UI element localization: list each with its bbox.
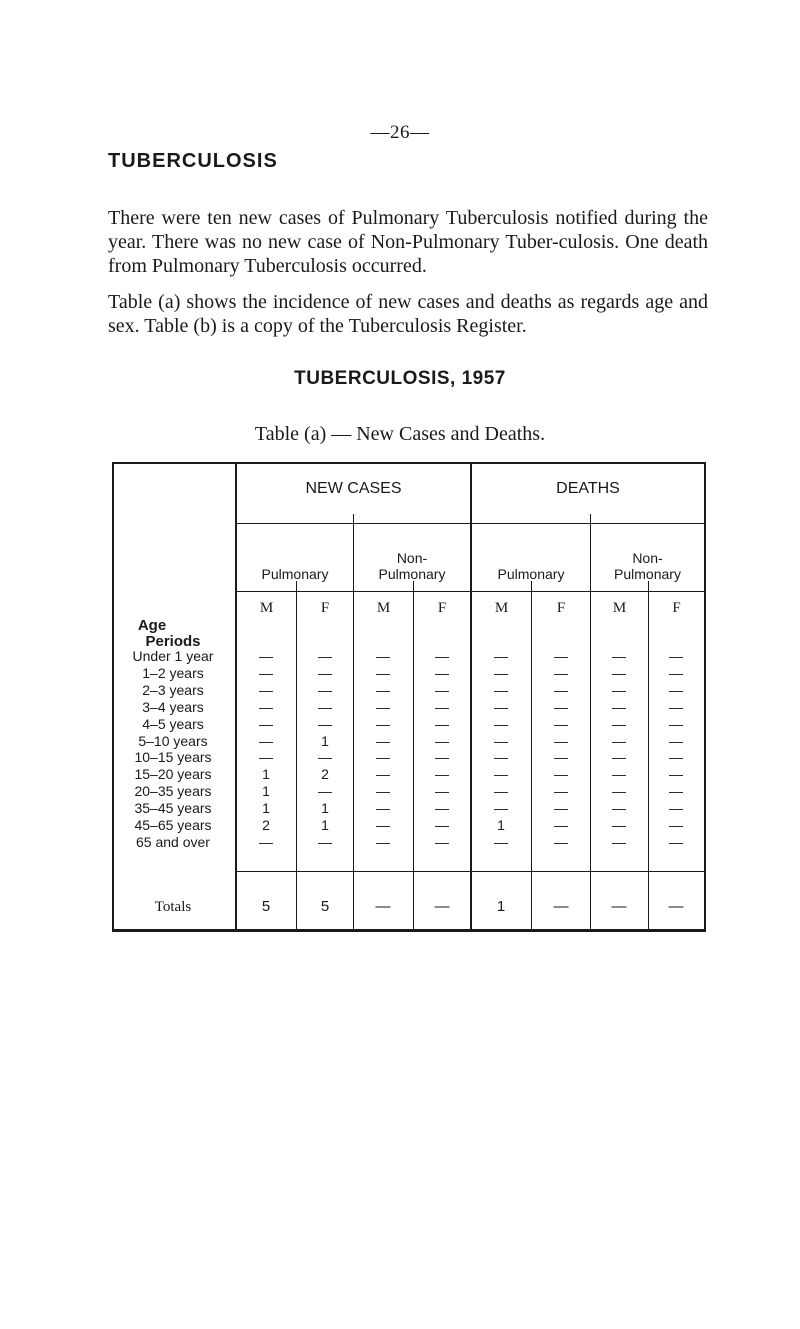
table-cell: —	[435, 648, 449, 664]
table-cell: —	[554, 766, 568, 783]
row-label: 1–2 years	[142, 664, 204, 681]
table-cell: —	[669, 766, 683, 783]
table-heading: TUBERCULOSIS, 1957	[294, 368, 506, 389]
table-cell: —	[435, 715, 449, 732]
row-label: 3–4 years	[142, 698, 204, 715]
table-caption: Table (a) — New Cases and Deaths.	[254, 423, 546, 445]
table-cell: —	[669, 648, 683, 664]
table-cell: —	[554, 715, 568, 732]
table-cell: —	[376, 732, 390, 749]
row-header-age: Age	[137, 617, 167, 634]
table-border-right	[704, 462, 706, 932]
row-label: 35–45 years	[134, 800, 212, 817]
row-label: 10–15 years	[134, 749, 212, 766]
table-cell: —	[612, 698, 626, 715]
table-cell: —	[435, 749, 449, 766]
intro-paragraph: There were ten new cases of Pulmonary Tuberculosis notified during the year. There was no new case of Non-Pulmonary Tuber-culosis. One death from Pulmonary Tuberculosis occurred.	[108, 207, 708, 277]
table-border-bottom	[112, 929, 706, 932]
table-cell: —	[259, 664, 273, 681]
header-death-non-pulmonary: Non- Pulmonary	[614, 550, 681, 582]
table-cell: —	[376, 833, 390, 850]
table-cell: —	[259, 732, 273, 749]
table-cell: —	[669, 833, 683, 850]
table-cell: —	[554, 664, 568, 681]
table-cell: —	[612, 681, 626, 698]
table-cell: —	[612, 817, 626, 833]
totals-cell: —	[553, 898, 569, 915]
table-cell: —	[259, 749, 273, 766]
table-cell: —	[259, 698, 273, 715]
header-sex-f-3: F	[556, 600, 566, 616]
row-header-periods: Periods	[145, 633, 201, 650]
table-cell: —	[612, 715, 626, 732]
divider-totals	[237, 871, 704, 872]
table-cell: —	[435, 783, 449, 800]
table-cell: —	[318, 698, 332, 715]
table-cell: —	[376, 715, 390, 732]
table-cell: —	[318, 681, 332, 698]
table-cell: —	[554, 732, 568, 749]
table-cell: —	[494, 783, 508, 800]
table-cell: —	[435, 732, 449, 749]
table-cell: —	[376, 817, 390, 833]
totals-label: Totals	[154, 899, 192, 915]
table-cell: —	[554, 749, 568, 766]
table-cell: —	[376, 800, 390, 817]
table-cell: —	[669, 681, 683, 698]
totals-cell: —	[434, 898, 450, 915]
table-cell: —	[612, 800, 626, 817]
table-cell: —	[554, 648, 568, 664]
table-cell: —	[435, 817, 449, 833]
table-cell: —	[494, 648, 508, 664]
table-description-paragraph: Table (a) shows the incidence of new cases and deaths as regards age and sex. Table (b) is a copy of the Tuberculosis Register.	[108, 291, 708, 337]
table-cell: —	[669, 698, 683, 715]
divider-rowheader	[235, 462, 237, 932]
table-cell: —	[554, 698, 568, 715]
table-cell: —	[494, 833, 508, 850]
table-cell: —	[494, 698, 508, 715]
table-cell: 2	[262, 817, 270, 833]
row-label: 15–20 years	[134, 766, 212, 783]
table-cell: —	[259, 681, 273, 698]
totals-cell: 5	[261, 898, 271, 915]
table-cell: 1	[262, 800, 270, 817]
header-deaths: DEATHS	[556, 480, 620, 497]
table-cell: —	[435, 681, 449, 698]
table-cell: —	[612, 766, 626, 783]
table-cell: —	[435, 698, 449, 715]
totals-cell: 1	[496, 898, 506, 915]
table-cell: —	[554, 833, 568, 850]
table-cell: 1	[497, 817, 505, 833]
header-sex-m-3: M	[494, 600, 509, 616]
table-cell: —	[669, 817, 683, 833]
header-sex-f-4: F	[672, 600, 681, 616]
table-cell: —	[318, 715, 332, 732]
table-cell: —	[494, 664, 508, 681]
divider-group-header	[237, 523, 704, 524]
table-cell: —	[494, 715, 508, 732]
divider-cases-deaths	[470, 462, 472, 932]
table-cell: —	[376, 783, 390, 800]
divider-mf-3	[531, 581, 532, 932]
table-cell: —	[669, 800, 683, 817]
table-cell: —	[376, 664, 390, 681]
table-cell: —	[376, 766, 390, 783]
table-cell: —	[318, 664, 332, 681]
page-number: —26—	[370, 122, 430, 143]
header-sex-f-1: F	[320, 600, 330, 616]
totals-cell: —	[668, 898, 684, 915]
table-cell: 1	[321, 732, 329, 749]
table-cell: —	[376, 681, 390, 698]
table-cell: —	[376, 648, 390, 664]
table-cell: 1	[262, 766, 270, 783]
table-cell: —	[494, 732, 508, 749]
table-cell: —	[259, 715, 273, 732]
table-cell: —	[494, 681, 508, 698]
table-cell: —	[376, 749, 390, 766]
row-label: Under 1 year	[132, 648, 214, 664]
table-cell: —	[612, 749, 626, 766]
section-heading: TUBERCULOSIS	[108, 150, 278, 172]
table-border-top	[112, 462, 706, 464]
table-cell: —	[435, 833, 449, 850]
table-cell: —	[612, 732, 626, 749]
table-cell: —	[494, 766, 508, 783]
table-cell: —	[259, 648, 273, 664]
table-cell: —	[669, 749, 683, 766]
row-label: 65 and over	[136, 833, 210, 850]
row-label: 45–65 years	[134, 817, 212, 833]
header-sex-m-2: M	[376, 600, 391, 616]
table-cell: —	[612, 783, 626, 800]
header-death-pulmonary: Pulmonary	[497, 566, 565, 582]
header-new-cases: NEW CASES	[305, 480, 402, 497]
table-cell: —	[669, 715, 683, 732]
table-cell: —	[318, 648, 332, 664]
row-label: 20–35 years	[134, 783, 212, 800]
table-cell: —	[494, 749, 508, 766]
table-cell: —	[435, 766, 449, 783]
header-new-non-pulmonary: Non- Pulmonary	[378, 550, 446, 582]
table-cell: —	[612, 833, 626, 850]
table-cell: —	[494, 800, 508, 817]
table-cell: —	[612, 664, 626, 681]
totals-cell: 5	[320, 898, 330, 915]
header-sex-m-1: M	[259, 600, 274, 616]
header-new-pulmonary: Pulmonary	[261, 566, 329, 582]
table-cell: —	[554, 800, 568, 817]
header-sex-f-2: F	[437, 600, 447, 616]
table-cell: —	[376, 698, 390, 715]
table-cell: —	[554, 783, 568, 800]
table-cell: 1	[321, 817, 329, 833]
table-cell: —	[435, 664, 449, 681]
row-label: 4–5 years	[142, 715, 204, 732]
table-cell: —	[669, 783, 683, 800]
totals-cell: —	[611, 898, 627, 915]
table-cell: —	[318, 749, 332, 766]
table-cell: 1	[262, 783, 270, 800]
row-label: 2–3 years	[142, 681, 204, 698]
table-cell: —	[554, 681, 568, 698]
totals-cell: —	[375, 898, 391, 915]
table-cell: —	[669, 664, 683, 681]
header-sex-m-4: M	[612, 600, 627, 616]
table-cell: 2	[321, 766, 329, 783]
row-label: 5–10 years	[138, 732, 208, 749]
table-cell: —	[259, 833, 273, 850]
table-cell: —	[435, 800, 449, 817]
table-cell: —	[669, 732, 683, 749]
table-cell: 1	[321, 800, 329, 817]
divider-sub-header	[237, 591, 704, 592]
table-cell: —	[612, 648, 626, 664]
table-cell: —	[318, 783, 332, 800]
table-cell: —	[554, 817, 568, 833]
table-cell: —	[318, 833, 332, 850]
